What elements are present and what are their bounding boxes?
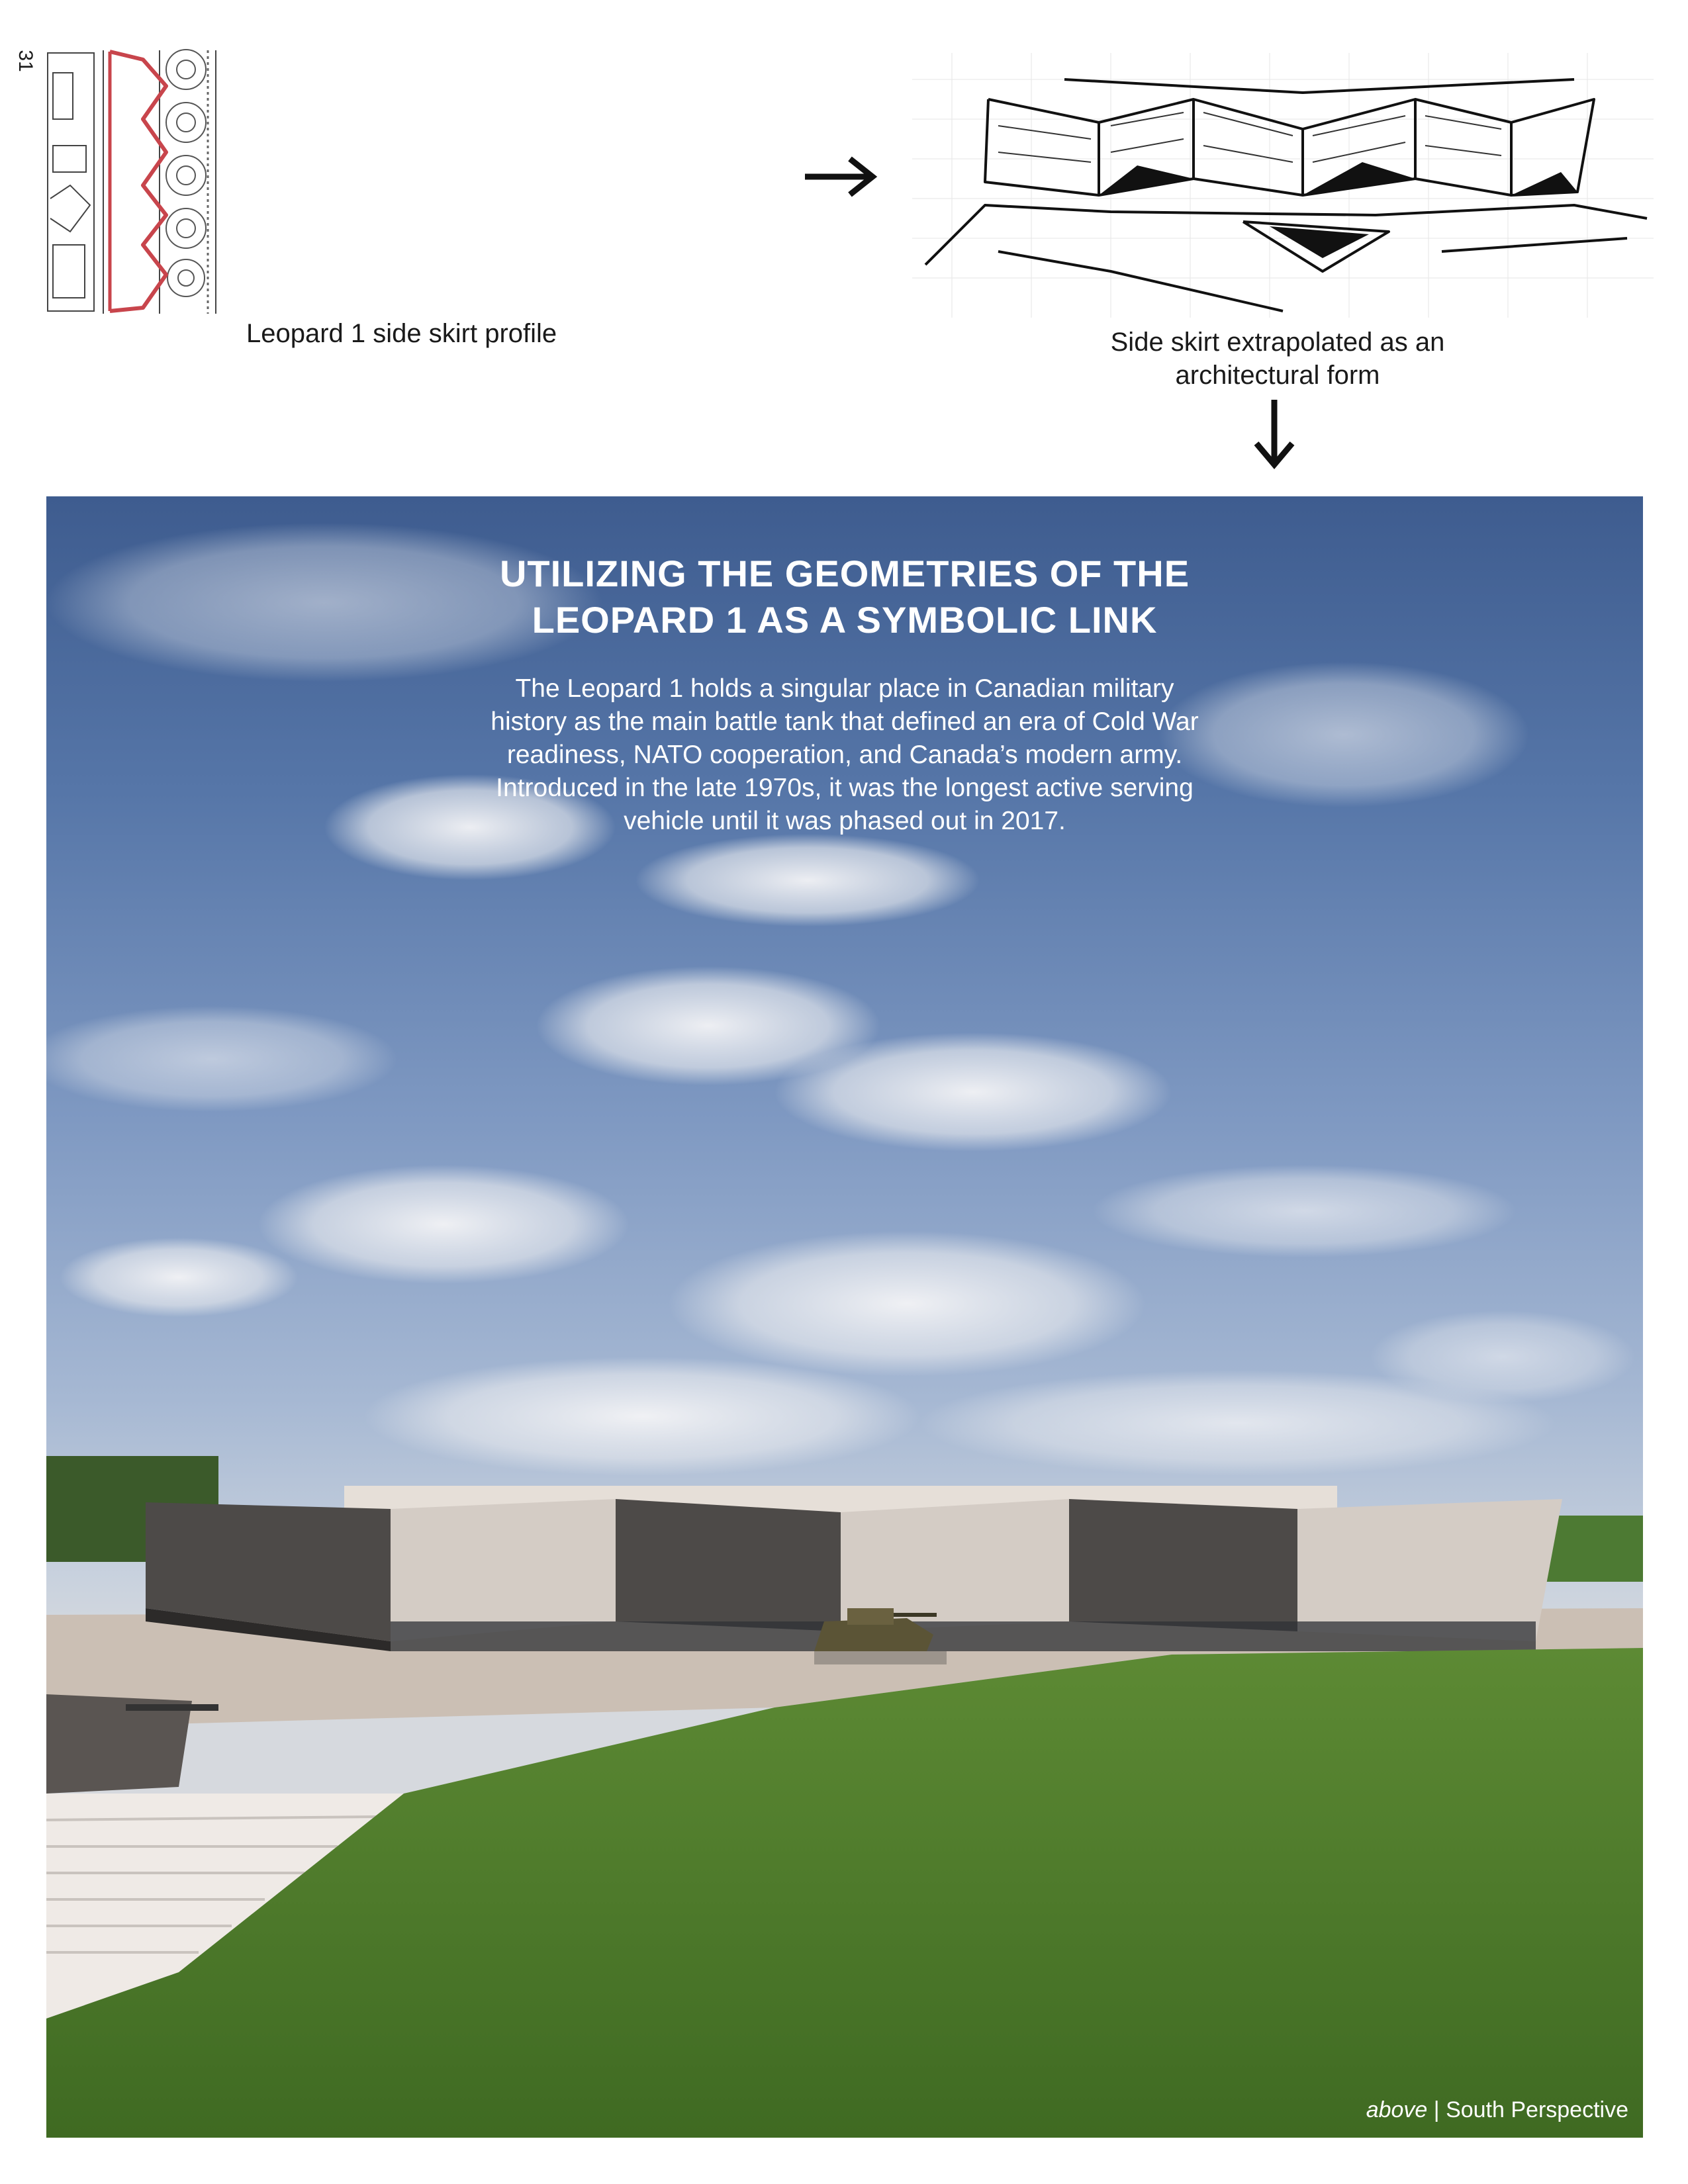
hero-body: The Leopard 1 holds a singular place in Canadian military history as the main battle tank that defined an era of Cold War readiness, NATO cooperation, and Canada’s modern army. Introduced in the late 1970s, it was the longest active serving vehicle until it was phased out in 2017.	[491, 674, 1199, 835]
tank-caption: Leopard 1 side skirt profile	[246, 319, 557, 348]
hero-title: UTILIZING THE GEOMETRIES OF THE LEOPARD 1 AS A SYMBOLIC LINK	[499, 553, 1190, 641]
clouds	[46, 523, 1635, 1476]
sketch-caption: Side skirt extrapolated as an architectural form	[1110, 328, 1445, 390]
lawn	[46, 1648, 1643, 2138]
architectural-sketch	[912, 53, 1654, 318]
tank-side-skirt-drawing	[44, 46, 222, 318]
page-number: 31	[15, 50, 36, 72]
arrow-down-icon	[1251, 397, 1297, 470]
caption-prefix: above	[1366, 2097, 1428, 2122]
caption-text: South Perspective	[1446, 2097, 1628, 2122]
caption-separator: |	[1427, 2097, 1446, 2122]
arrow-right-icon	[802, 154, 882, 200]
south-perspective-render	[46, 496, 1643, 2138]
image-caption	[1366, 2097, 1628, 2123]
foreground-vehicle	[46, 1694, 218, 1794]
